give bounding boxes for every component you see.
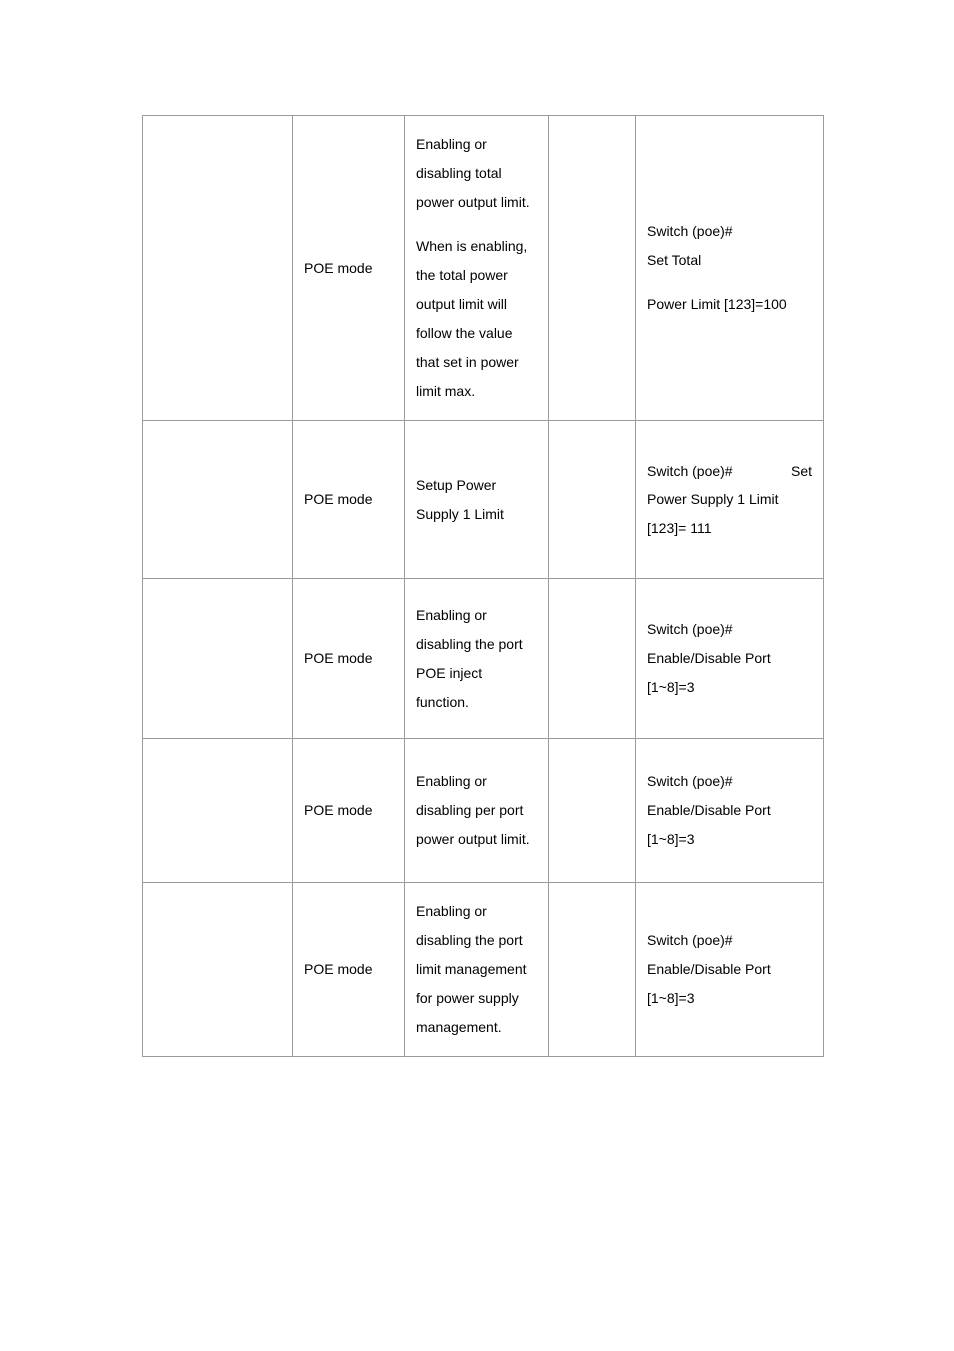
description-line: power output limit. — [416, 831, 530, 847]
description-line: When is enabling, — [416, 238, 528, 254]
mode-cell — [293, 579, 405, 739]
example-line: Switch (poe)# — [647, 773, 733, 789]
example-line: [1~8]=3 — [647, 990, 695, 1006]
parameter-cell — [549, 579, 636, 739]
example-line: Enable/Disable Port — [647, 802, 771, 818]
example-line: Switch (poe)# — [647, 621, 733, 637]
example-command: Set — [790, 462, 812, 479]
poe-command-table — [142, 115, 824, 1057]
command-cell — [143, 116, 293, 421]
command-cell — [143, 579, 293, 739]
example-line: Switch (poe)# — [647, 223, 733, 239]
example-line: Power Supply 1 Limit — [647, 491, 779, 508]
parameter-cell — [549, 421, 636, 579]
mode-cell — [293, 739, 405, 883]
description-line: Enabling or — [416, 606, 487, 623]
table-row — [143, 739, 824, 883]
description-line: limit management — [416, 961, 527, 977]
mode-cell — [293, 421, 405, 579]
mode-text: POE mode — [304, 259, 373, 276]
description-line: Enabling or — [416, 136, 487, 152]
example-cell — [636, 116, 824, 421]
mode-text: POE mode — [304, 650, 373, 666]
description-cell — [405, 116, 549, 421]
description-line: for power supply — [416, 990, 519, 1006]
description-line: management. — [416, 1019, 502, 1035]
description-line: function. — [416, 693, 469, 710]
table-row — [143, 116, 824, 421]
mode-text: POE mode — [304, 491, 373, 507]
mode-cell — [293, 116, 405, 421]
example-line: Enable/Disable Port — [647, 650, 771, 666]
command-cell — [143, 739, 293, 883]
description-line: that set in power — [416, 354, 519, 370]
parameter-cell — [549, 739, 636, 883]
example-line: [1~8]=3 — [647, 679, 695, 695]
description-line: output limit will — [416, 296, 508, 312]
example-line: Switch (poe)# — [647, 932, 733, 948]
description-cell — [405, 421, 549, 579]
example-prompt: Switch (poe)# — [647, 462, 733, 479]
command-cell — [143, 421, 293, 579]
example-line: Power Limit [123]=100 — [647, 296, 787, 312]
mode-text: POE mode — [304, 802, 373, 818]
mode-cell — [293, 883, 405, 1057]
example-line: [123]= 111 — [647, 519, 712, 536]
example-cell — [636, 739, 824, 883]
example-line: Enable/Disable Port — [647, 961, 771, 977]
parameter-cell — [549, 883, 636, 1057]
example-line: [1~8]=3 — [647, 831, 695, 847]
example-cell — [636, 421, 824, 579]
description-line: power output limit. — [416, 194, 530, 210]
description-line: disabling per port — [416, 802, 524, 818]
example-line: Set Total — [647, 252, 702, 268]
description-line: disabling the port — [416, 635, 523, 652]
description-line: disabling total — [416, 165, 502, 181]
description-cell — [405, 883, 549, 1057]
mode-text: POE mode — [304, 961, 373, 977]
description-line: follow the value — [416, 325, 513, 341]
description-line: Enabling or — [416, 903, 487, 919]
parameter-cell — [549, 116, 636, 421]
table-row — [143, 883, 824, 1057]
description-line: Setup Power — [416, 476, 497, 493]
description-line: POE inject — [416, 664, 483, 681]
table-row — [143, 579, 824, 739]
description-line: Enabling or — [416, 773, 487, 789]
description-cell — [405, 739, 549, 883]
description-line: the total power — [416, 267, 508, 283]
command-cell — [143, 883, 293, 1057]
description-line: limit max. — [416, 383, 476, 399]
example-cell — [636, 883, 824, 1057]
example-cell — [636, 579, 824, 739]
example-line — [647, 457, 812, 486]
table-row — [143, 421, 824, 579]
description-line: disabling the port — [416, 932, 523, 948]
description-line: Supply 1 Limit — [416, 505, 504, 522]
description-cell — [405, 579, 549, 739]
